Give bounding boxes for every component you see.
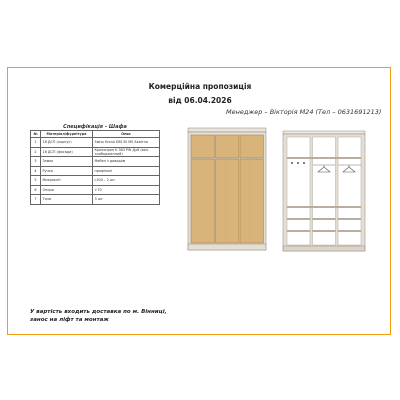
spec-row-material: Топи [41, 195, 93, 205]
col-desc: Опис [93, 131, 160, 138]
spec-row-description: Кронопран K 363 PW Дуб (вен. трибоджанний) [93, 147, 160, 157]
spec-row-material: Замок [41, 157, 93, 167]
spec-row-description: +70 [93, 185, 160, 195]
front-top-cap [188, 128, 266, 132]
spec-row-number: 7 [31, 195, 41, 205]
wardrobe-interior-view [283, 131, 365, 251]
spec-row-number: 6 [31, 185, 41, 195]
main-door-1 [191, 159, 215, 243]
spec-row-material: Ручки [41, 166, 93, 176]
col-num: № [31, 131, 41, 138]
col-material: Матеріал/фурнітура [41, 131, 93, 138]
proposal-title: Комерційна пропозиція [148, 82, 252, 91]
section-2 [313, 137, 336, 245]
delivery-note-line-1: У вартість входить доставка по м. Вінниці, [30, 309, 167, 315]
main-door-2 [216, 159, 240, 243]
mezzanine-door-2 [216, 135, 240, 158]
spec-row-description: Мебел з доводом [93, 157, 160, 167]
interior-plinth [283, 246, 365, 251]
spec-row-description: 3 шт [93, 195, 160, 205]
main-door-3 [240, 159, 264, 243]
wardrobe-front-view [188, 128, 266, 250]
delivery-note-line-2: занос на ліфт та монтаж [30, 317, 109, 323]
spec-row-description: профільні [93, 166, 160, 176]
spec-title: Специфікація – Шафа [63, 124, 127, 130]
proposal-date: від 06.04.2026 [168, 96, 232, 105]
spec-row-number: 1 [31, 138, 41, 148]
spec-row-number: 4 [31, 166, 41, 176]
spec-row-material: Микрокліт [41, 176, 93, 186]
spec-row-description: L300 – 2 шт [93, 176, 160, 186]
spec-row-material: 18 ДСП (фасади) [41, 147, 93, 157]
hook-icon [297, 162, 299, 164]
section-3 [338, 137, 361, 245]
manager-contact: Менеджер – Вікторія М24 (Тел – 0631691213) [226, 108, 382, 116]
spec-row-material: 18 ДСП (корпус) [41, 138, 93, 148]
mezzanine-door-3 [240, 135, 264, 158]
spec-row-number: 5 [31, 176, 41, 186]
hook-icon [303, 162, 305, 164]
front-plinth [188, 244, 266, 250]
hook-icon [291, 162, 293, 164]
spec-row-number: 3 [31, 157, 41, 167]
spec-row-number: 2 [31, 147, 41, 157]
spec-row-material: Опори [41, 185, 93, 195]
interior-top-cap [283, 131, 365, 134]
spec-row-description: Swiss Krono D8130 MS Аквітна [93, 138, 160, 148]
section-1 [287, 137, 310, 245]
mezzanine-door-1 [191, 135, 215, 158]
